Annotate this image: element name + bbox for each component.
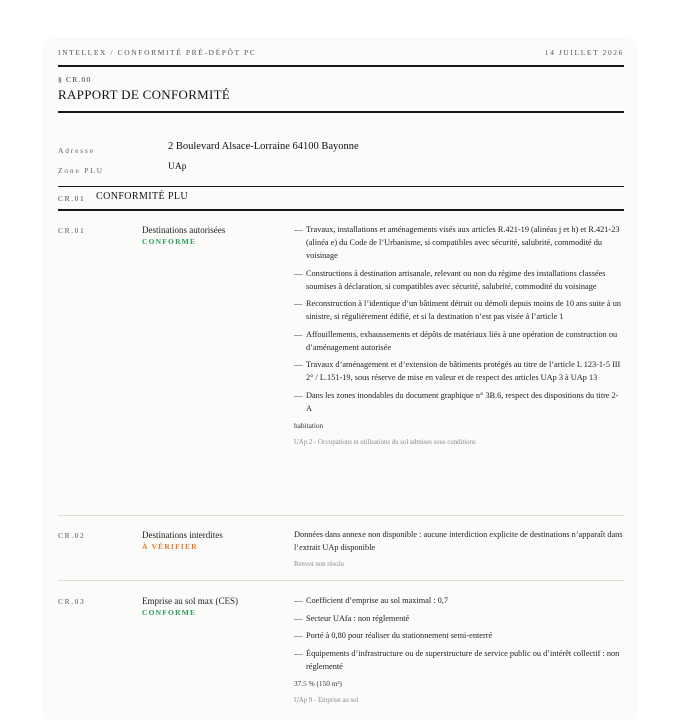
row-note: 37.5 % (150 m²) <box>294 679 342 688</box>
address-value: 2 Boulevard Alsace-Lorraine 64100 Bayonne <box>168 141 359 152</box>
section-mark: § CR.00 <box>58 75 92 84</box>
row-details <box>294 594 624 707</box>
list-item: — Travaux d’aménagement et d’extension de bâtiments protégés au titre de l’article L 123-1-5 III 2° / L.151-19, sous réserve de mise en valeur et de respect des articles UAp 3 à UAp 13 <box>294 360 621 382</box>
list-item-text: Équipements d’infrastructure ou de superstructure de service public ou d’intérêt collectif : non réglementé <box>306 648 620 671</box>
top-divider <box>58 65 624 67</box>
section-header <box>58 190 624 206</box>
row-source: UAp 2 - Occupations et utilisations du sol admises sous conditions <box>294 439 476 446</box>
report-page <box>46 40 634 720</box>
zone-value: UAp <box>168 162 187 172</box>
row-code: CR.02 <box>58 531 86 540</box>
list-item-text: Affouillements, exhaussements et dépôts de matériaux liés à une opération de construction ou d’aménagement autorisée <box>306 329 618 352</box>
row-source: UAp 9 - Emprise au sol <box>294 697 359 704</box>
row-name: Destinations autorisées <box>142 225 226 235</box>
section-title: CONFORMITÉ PLU <box>96 191 188 202</box>
row-divider <box>58 515 624 516</box>
list-item-text: Secteur UAfa : non réglementé <box>306 613 410 623</box>
section-code: CR.01 <box>58 194 86 203</box>
list-item-text: Reconstruction à l’identique d’un bâtiment détruit ou démoli depuis moins de 10 ans suite à un sinistre, si régulièrement édifié, et si la destination n’est pas visée à l’article 1 <box>306 299 621 321</box>
section-divider <box>58 209 624 211</box>
list-item: — Reconstruction à l’identique d’un bâtiment détruit ou démoli depuis moins de 10 ans suite à un sinistre, si régulièrement édifié, et si la destination n’est pas visée à l’article 1 <box>294 299 621 321</box>
row-details <box>294 528 624 571</box>
row-text: Données dans annexe non disponible : aucune interdiction explicite de destinations n’apparaît dans l’extrait UAp disponible <box>294 530 623 552</box>
row-name: Destinations interdites <box>142 530 223 540</box>
status-badge: À VÉRIFIER <box>142 542 198 551</box>
row-divider <box>58 580 624 581</box>
list-item: — Dans les zones inondables du document graphique n° 3B.6, respect des dispositions du titre 2-A <box>294 390 619 413</box>
top-bar <box>58 48 624 57</box>
list-item: — Coefficient d’emprise au sol maximal : 0,7 <box>294 596 449 605</box>
list-item: — Porté à 0,80 pour réaliser du stationnement semi-enterré <box>294 631 493 640</box>
list-item-text: Constructions à destination artisanale, relevant ou non du régime des installations classées soumises à déclaration, si compatibles avec sécurité, salubrité, commodité du voisinage <box>306 268 606 291</box>
status-badge: CONFORME <box>142 237 197 246</box>
list-item-text: Travaux, installations et aménagements visés aux articles R.421-19 (alinéas j et h) et R.421-23 (alinéa e) du Code de l’Urbanisme, si compatibles avec sécurité, salubrité, commodité du voisinage <box>306 225 620 260</box>
list-item-text: Porté à 0,80 pour réaliser du stationnement semi-enterré <box>306 631 493 640</box>
title-divider <box>58 111 624 113</box>
list-item-text: Travaux d’aménagement et d’extension de bâtiments protégés au titre de l’article L 123-1-5 III 2° / L.151-19, sous réserve de mise en valeur et de respect des articles UAp 3 à UAp 13 <box>306 360 621 382</box>
list-item: — Travaux, installations et aménagements visés aux articles R.421-19 (alinéas j et h) et R.421-23 (alinéa e) du Code de l’Urbanisme, si compatibles avec sécurité, salubrité, commodité du voisinage <box>294 225 620 260</box>
list-item: — Affouillements, exhaussements et dépôts de matériaux liés à une opération de construction ou d’aménagement autorisée <box>294 329 618 352</box>
meta-divider <box>58 186 624 187</box>
report-date: 14 JUILLET 2026 <box>544 48 624 57</box>
list-item: — Équipements d’infrastructure ou de superstructure de service public ou d’intérêt collectif : non réglementé <box>294 648 620 671</box>
breadcrumb: INTELLEX / CONFORMITÉ PRÉ-DÉPÔT PC <box>58 48 257 57</box>
row-code: CR.01 <box>58 226 86 235</box>
list-item-text: Coefficient d’emprise au sol maximal : 0,7 <box>306 596 449 605</box>
zone-label: Zone PLU <box>58 166 104 175</box>
row-name: Emprise au sol max (CES) <box>142 596 238 606</box>
address-label: Adresse <box>58 146 95 155</box>
page-title: RAPPORT DE CONFORMITÉ <box>58 87 231 102</box>
row-code: CR.03 <box>58 597 86 606</box>
list-item: — Secteur UAfa : non réglementé <box>294 613 410 623</box>
list-item-text: Dans les zones inondables du document graphique n° 3B.6, respect des dispositions du titre 2-A <box>306 390 619 413</box>
status-badge: CONFORME <box>142 608 197 617</box>
row-source: Renvoi non résolu <box>294 561 344 568</box>
row-details <box>294 223 624 449</box>
list-item: — Constructions à destination artisanale, relevant ou non du régime des installations classées soumises à déclaration, si compatibles avec sécurité, salubrité, commodité du voisinage <box>294 268 606 291</box>
row-note: habitation <box>294 421 324 430</box>
